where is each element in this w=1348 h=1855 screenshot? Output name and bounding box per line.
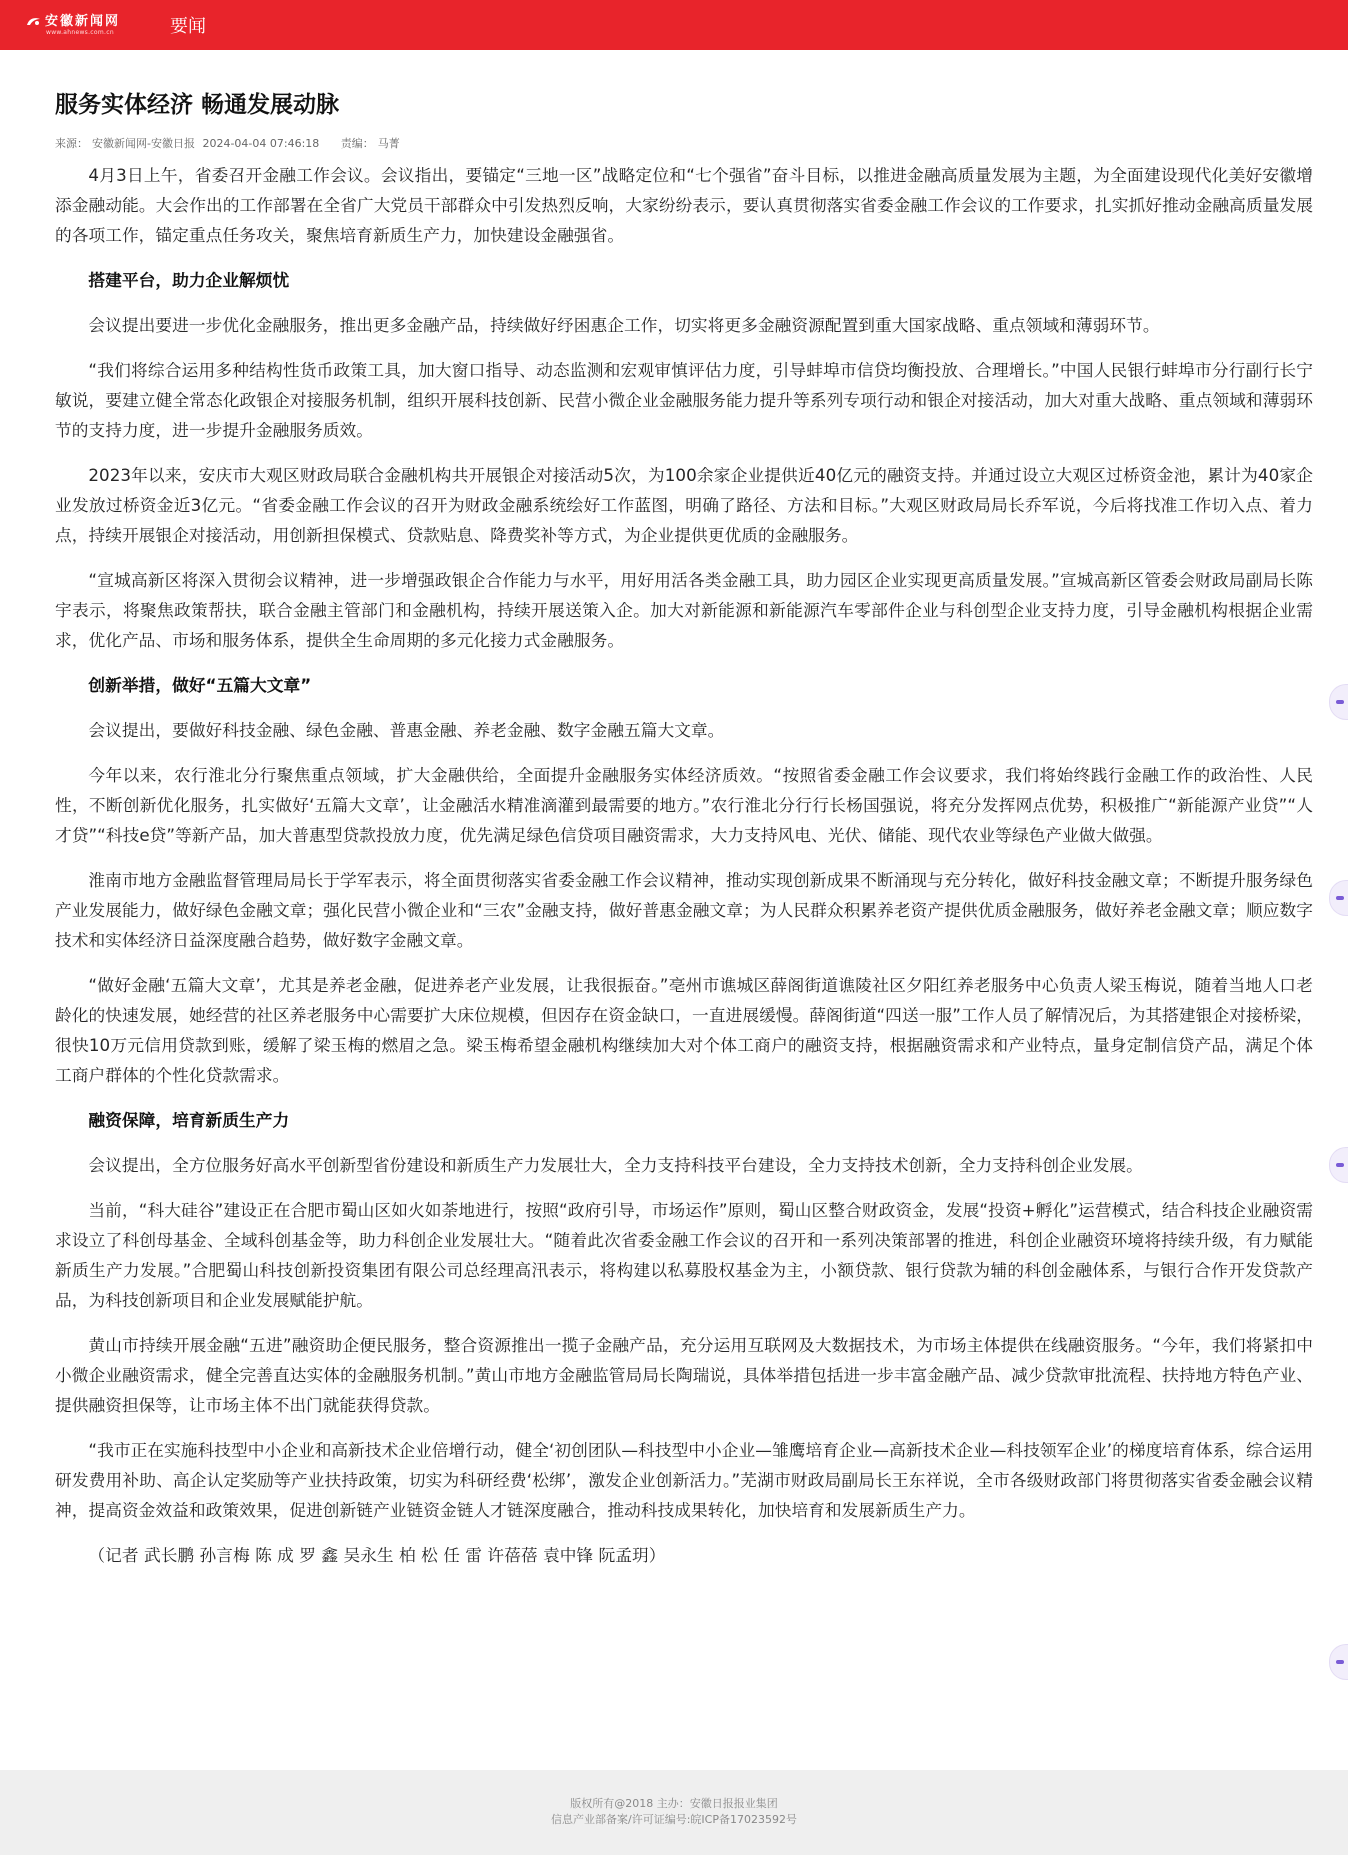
article-paragraph: 今年以来，农行淮北分行聚焦重点领域，扩大金融供给，全面提升金融服务实体经济质效。“按照省委金融工作会议要求，我们将始终践行金融工作的政治性、人民性，不断创新优化服务，扎实做好‘五篇大文章’，让金融活水精准滴灌到最需要的地方。”农行淮北分行行长杨国强说，将充分发挥网点优势，积极推广“新能源产业贷”“人才贷”“科技e贷”等新产品，加大普惠型贷款投放力度，优先满足绿色信贷项目融资需求，大力支持风电、光伏、储能、现代农业等绿色产业做大做强。 bbox=[55, 765, 1313, 845]
article-paragraph: 当前，“科大硅谷”建设正在合肥市蜀山区如火如荼地进行，按照“政府引导，市场运作”原则，蜀山区整合财政资金，发展“投资+孵化”运营模式，结合科技企业融资需求设立了科创母基金、全域科创基金等，助力科创企业发展壮大。“随着此次省委金融工作会议的召开和一系列决策部署的推进，科创企业融资环境将持续升级，有力赋能新质生产力发展。”合肥蜀山科技创新投资集团有限公司总经理高汛表示，将构建以私募股权基金为主，小额贷款、银行贷款为辅的科创金融体系，与银行合作开发贷款产品，为科技创新项目和企业发展赋能护航。 bbox=[55, 1200, 1313, 1310]
article-paragraph: 4月3日上午，省委召开金融工作会议。会议指出，要锚定“三地一区”战略定位和“七个强省”奋斗目标，以推进金融高质量发展为主题，为全面建设现代化美好安徽增添金融动能。大会作出的工作部署在全省广大党员干部群众中引发热烈反响，大家纷纷表示，要认真贯彻落实省委金融工作会议的工作要求，扎实抓好推动金融高质量发展的各项工作，锚定重点任务攻关，聚焦培育新质生产力，加快建设金融强省。 bbox=[55, 165, 1313, 245]
article-paragraph: “我们将综合运用多种结构性货币政策工具，加大窗口指导、动态监测和宏观审慎评估力度，引导蚌埠市信贷均衡投放、合理增长。”中国人民银行蚌埠市分行副行长宁敏说，要建立健全常态化政银企对接服务机制，组织开展科技创新、民营小微企业金融服务能力提升等系列专项行动和银企对接活动，加大对重大战略、重点领域和薄弱环节的支持力度，进一步提升金融服务质效。 bbox=[55, 360, 1313, 440]
footer-icp-license[interactable]: 信息产业部备案/许可证编号:皖ICP备17023592号 bbox=[551, 1813, 797, 1826]
article-paragraph: “我市正在实施科技型中小企业和高新技术企业倍增行动，健全‘初创团队—科技型中小企业—雏鹰培育企业—高新技术企业—科技领军企业’的梯度培育体系，综合运用研发费用补助、高企认定奖励等产业扶持政策，切实为科研经费‘松绑’，激发企业创新活力。”芜湖市财政局副局长王东祥说，全市各级财政部门将贯彻落实省委金融会议精神，提高资金效益和政策效果，促进创新链产业链资金链人才链深度融合，推动科技成果转化，加快培育和发展新质生产力。 bbox=[55, 1440, 1313, 1520]
editor-name: 马菁 bbox=[377, 137, 400, 150]
article-paragraph: 会议提出要进一步优化金融服务，推出更多金融产品，持续做好纾困惠企工作，切实将更多金融资源配置到重大国家战略、重点领域和薄弱环节。 bbox=[88, 315, 1160, 335]
article-paragraph: 会议提出，全方位服务好高水平创新型省份建设和新质生产力发展壮大，全力支持科技平台建设，全力支持技术创新，全力支持科创企业发展。 bbox=[88, 1155, 1143, 1175]
source-label: 来源： bbox=[55, 137, 88, 150]
tab-handle-icon bbox=[1336, 1163, 1344, 1167]
article-paragraph: 2023年以来，安庆市大观区财政局联合金融机构共开展银企对接活动5次，为100余家企业提供近40亿元的融资支持。并通过设立大观区过桥资金池，累计为40家企业发放过桥资金近3亿元。“省委金融工作会议的召开为财政金融系统绘好工作蓝图，明确了路径、方法和目标。”大观区财政局局长乔军说，今后将找准工作切入点、着力点，持续开展银企对接活动，用创新担保模式、贷款贴息、降费奖补等方式，为企业提供更优质的金融服务。 bbox=[55, 465, 1313, 545]
logo-text: 安徽新闻网 bbox=[45, 13, 121, 29]
tab-handle-icon bbox=[1336, 896, 1344, 900]
logo-url-text: www.ahnews.com.cn bbox=[46, 28, 114, 36]
side-float-tab-3[interactable] bbox=[1329, 1147, 1348, 1183]
page-footer bbox=[0, 1770, 1348, 1855]
section-subheading: 创新举措，做好“五篇大文章” bbox=[88, 675, 312, 695]
footer-copyright: 版权所有@2018 主办：安徽日报报业集团 bbox=[570, 1797, 778, 1810]
top-header-bar bbox=[0, 0, 1348, 50]
side-float-tab-2[interactable] bbox=[1329, 880, 1348, 916]
publish-datetime: 2024-04-04 07:46:18 bbox=[202, 137, 320, 150]
side-float-tab-1[interactable] bbox=[1329, 684, 1348, 720]
article-paragraph: “宣城高新区将深入贯彻会议精神，进一步增强政银企合作能力与水平，用好用活各类金融工具，助力园区企业实现更高质量发展。”宣城高新区管委会财政局副局长陈宇表示，将聚焦政策帮扶，联合金融主管部门和金融机构，持续开展送策入企。加大对新能源和新能源汽车零部件企业与科创型企业支持力度，引导金融机构根据企业需求，优化产品、市场和服务体系，提供全生命周期的多元化接力式金融服务。 bbox=[55, 570, 1313, 650]
source-name: 安徽新闻网-安徽日报 bbox=[92, 137, 195, 150]
logo-emblem-icon bbox=[26, 16, 41, 27]
side-float-tab-4[interactable] bbox=[1329, 1644, 1348, 1680]
tab-handle-icon bbox=[1336, 1660, 1344, 1664]
article-paragraph: “做好金融‘五篇大文章’，尤其是养老金融，促进养老产业发展，让我很振奋。”亳州市谯城区薛阁街道谯陵社区夕阳红养老服务中心负责人梁玉梅说，随着当地人口老龄化的快速发展，她经营的社区养老服务中心需要扩大床位规模，但因存在资金缺口，一直进展缓慢。薛阁街道“四送一服”工作人员了解情况后，为其搭建银企对接桥梁，很快10万元信用贷款到账，缓解了梁玉梅的燃眉之急。梁玉梅希望金融机构继续加大对个体工商户的融资支持，根据融资需求和产业特点，量身定制信贷产品，满足个体工商户群体的个性化贷款需求。 bbox=[55, 975, 1313, 1085]
article-paragraph: （记者 武长鹏 孙言梅 陈 成 罗 鑫 吴永生 柏 松 任 雷 许蓓蓓 袁中锋 阮孟玥） bbox=[88, 1545, 666, 1565]
article-meta bbox=[55, 136, 1313, 152]
tab-handle-icon bbox=[1336, 700, 1344, 704]
site-logo[interactable] bbox=[26, 15, 158, 36]
article-body bbox=[55, 160, 1313, 1570]
article-title: 服务实体经济 畅通发展动脉 bbox=[55, 92, 340, 118]
article bbox=[55, 82, 1313, 1585]
article-paragraph: 淮南市地方金融监督管理局局长于学军表示，将全面贯彻落实省委金融工作会议精神，推动实现创新成果不断涌现与充分转化，做好科技金融文章；不断提升服务绿色产业发展能力，做好绿色金融文章；强化民营小微企业和“三农”金融支持，做好普惠金融文章；为人民群众积累养老资产提供优质金融服务，做好养老金融文章；顺应数字技术和实体经济日益深度融合趋势，做好数字金融文章。 bbox=[55, 870, 1313, 950]
section-subheading: 搭建平台，助力企业解烦忧 bbox=[88, 270, 290, 290]
article-paragraph: 会议提出，要做好科技金融、绿色金融、普惠金融、养老金融、数字金融五篇大文章。 bbox=[88, 720, 725, 740]
nav-section-title[interactable]: 要闻 bbox=[170, 16, 206, 37]
editor-label: 责编： bbox=[340, 137, 374, 150]
section-subheading: 融资保障，培育新质生产力 bbox=[88, 1110, 290, 1130]
article-paragraph: 黄山市持续开展金融“五进”融资助企便民服务，整合资源推出一揽子金融产品，充分运用互联网及大数据技术，为市场主体提供在线融资服务。“今年，我们将紧扣中小微企业融资需求，健全完善直达实体的金融服务机制。”黄山市地方金融监管局局长陶瑞说，具体举措包括进一步丰富金融产品、减少贷款审批流程、扶持地方特色产业、提供融资担保等，让市场主体不出门就能获得贷款。 bbox=[55, 1335, 1313, 1415]
